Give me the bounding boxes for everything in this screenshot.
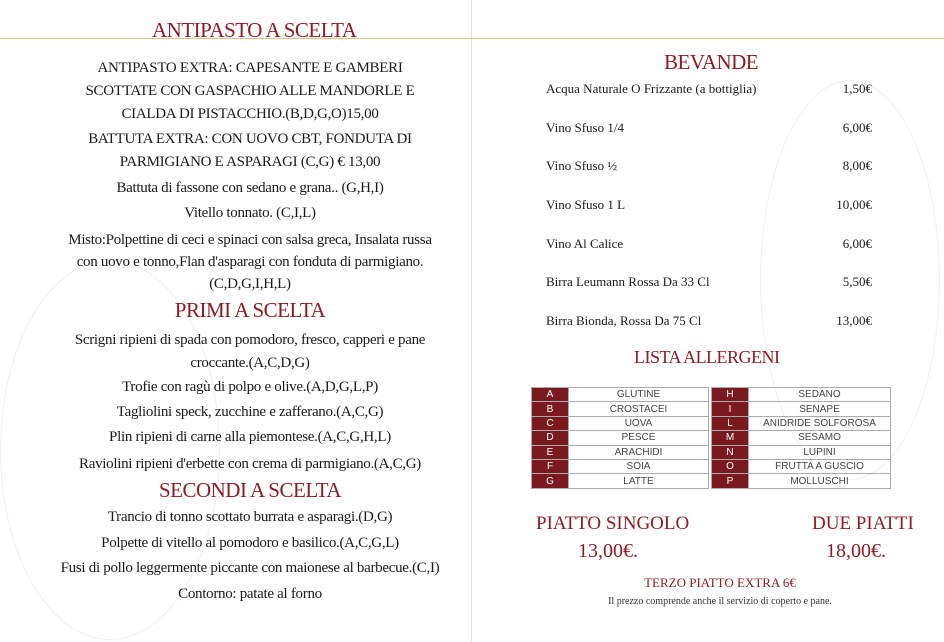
beverage-price: 6,00€: [842, 236, 872, 251]
allergen-code: M: [712, 431, 749, 445]
allergen-name: CROSTACEI: [569, 402, 709, 416]
allergen-name: GLUTINE: [569, 388, 709, 402]
allergen-row: [532, 445, 709, 459]
beverage-row: [546, 81, 872, 97]
beverage-row: [546, 120, 872, 136]
antipasto-title: ANTIPASTO A SCELTA: [152, 18, 357, 42]
beverage-row: [546, 236, 872, 252]
secondi-title: SECONDI A SCELTA: [158, 478, 342, 502]
allergen-code: P: [712, 474, 749, 488]
allergen-name: SOIA: [569, 459, 709, 473]
primi-item: Raviolini ripieni d'erbette con crema di parmigiano.(A,C,G): [79, 456, 421, 472]
allergen-name: ANIDRIDE SOLFOROSA: [749, 416, 891, 430]
antipasto-item: ANTIPASTO EXTRA: CAPESANTE E GAMBERI: [97, 60, 403, 76]
allergen-row: [532, 416, 709, 430]
allergen-row: [532, 431, 709, 445]
antipasto-item: BATTUTA EXTRA: CON UOVO CBT, FONDUTA DI: [88, 131, 412, 147]
allergen-code: E: [532, 445, 569, 459]
allergen-name: PESCE: [569, 431, 709, 445]
allergeni-title: LISTA ALLERGENI: [634, 347, 780, 367]
allergen-code: A: [532, 388, 569, 402]
beverage-row: [546, 197, 872, 213]
single-dish-label: PIATTO SINGOLO: [536, 513, 690, 534]
allergen-name: SEDANO: [749, 388, 891, 402]
beverage-price: 8,00€: [842, 158, 872, 173]
allergen-code: I: [712, 402, 749, 416]
beverage-name: Birra Bionda, Rossa Da 75 Cl: [546, 313, 702, 328]
beverage-name: Vino Sfuso ½: [546, 158, 618, 173]
allergen-code: O: [712, 459, 749, 473]
secondi-item: Contorno: patate al forno: [178, 586, 322, 602]
beverage-name: Vino Al Calice: [546, 236, 624, 251]
allergen-row: [712, 402, 891, 416]
antipasto-item: Vitello tonnato. (C,I,L): [184, 205, 316, 221]
allergen-row: [712, 474, 891, 488]
bevande-title: BEVANDE: [664, 50, 759, 74]
secondi-item: Fusi di pollo leggermente piccante con maionese al barbecue.(C,I): [60, 560, 440, 576]
primi-item: Plin ripieni di carne alla piemontese.(A,C,G,H,L): [109, 429, 391, 445]
allergen-name: FRUTTA A GUSCIO: [749, 459, 891, 473]
antipasto-item: SCOTTATE CON GASPACHIO ALLE MANDORLE E: [85, 83, 415, 99]
primi-item: croccante.(A,C,D,G): [190, 355, 310, 371]
primi-item: Tagliolini speck, zucchine e zafferano.(A,C,G): [116, 404, 384, 420]
allergen-code: L: [712, 416, 749, 430]
allergen-row: [712, 445, 891, 459]
beverage-name: Acqua Naturale O Frizzante (a bottiglia): [546, 81, 757, 96]
antipasto-item: CIALDA DI PISTACCHIO.(B,D,G,O)15,00: [121, 106, 379, 122]
allergen-code: H: [712, 388, 749, 402]
beverage-row: [546, 313, 872, 329]
allergen-row: [712, 459, 891, 473]
allergen-code: G: [532, 474, 569, 488]
antipasto-item: Misto:Polpettine di ceci e spinaci con salsa greca, Insalata russa: [68, 232, 432, 248]
allergen-name: MOLLUSCHI: [749, 474, 891, 488]
allergen-table-right: [711, 387, 891, 489]
beverage-price: 10,00€: [836, 197, 872, 212]
allergen-code: B: [532, 402, 569, 416]
primi-item: Trofie con ragù di polpo e olive.(A,D,G,L,P): [122, 379, 378, 395]
antipasto-item: Battuta di fassone con sedano e grana.. (G,H,I): [116, 180, 384, 196]
allergen-code: D: [532, 431, 569, 445]
allergen-code: N: [712, 445, 749, 459]
beverage-price: 1,50€: [842, 81, 872, 96]
two-dish-label: DUE PIATTI: [812, 513, 914, 534]
two-dish-price: 18,00€.: [826, 540, 886, 562]
antipasto-item: PARMIGIANO E ASPARAGI (C,G) € 13,00: [119, 154, 381, 170]
beverage-row: [546, 158, 872, 174]
single-dish-price: 13,00€.: [578, 540, 638, 562]
antipasto-item: (C,D,G,I,H,L): [209, 276, 291, 292]
allergen-name: LATTE: [569, 474, 709, 488]
allergen-name: UOVA: [569, 416, 709, 430]
allergen-name: SESAMO: [749, 431, 891, 445]
secondi-item: Trancio di tonno scottato burrata e asparagi.(D,G): [107, 509, 393, 525]
beverage-name: Birra Leumann Rossa Da 33 Cl: [546, 274, 710, 289]
allergen-row: [532, 402, 709, 416]
antipasto-item: con uovo e tonno,Flan d'asparagi con fonduta di parmigiano.: [76, 254, 424, 270]
beverage-price: 6,00€: [842, 120, 872, 135]
allergen-row: [712, 431, 891, 445]
secondi-item: Polpette di vitello al pomodoro e basilico.(A,C,G,L): [101, 535, 399, 551]
beverage-price: 13,00€: [836, 313, 872, 328]
beverage-name: Vino Sfuso 1 L: [546, 197, 626, 212]
allergen-name: LUPINI: [749, 445, 891, 459]
allergen-row: [532, 388, 709, 402]
allergen-name: SENAPE: [749, 402, 891, 416]
allergen-row: [532, 474, 709, 488]
price-note: Il prezzo comprende anche il servizio di coperto e pane.: [608, 596, 832, 607]
beverage-name: Vino Sfuso 1/4: [546, 120, 624, 135]
allergen-name: ARACHIDI: [569, 445, 709, 459]
allergen-row: [532, 459, 709, 473]
header-rule: [0, 38, 944, 39]
allergen-table-left: [531, 387, 709, 489]
allergen-code: C: [532, 416, 569, 430]
primi-item: Scrigni ripieni di spada con pomodoro, fresco, capperi e pane: [74, 332, 426, 348]
allergen-code: F: [532, 459, 569, 473]
beverage-row: [546, 274, 872, 290]
allergen-row: [712, 388, 891, 402]
beverage-price: 5,50€: [842, 274, 872, 289]
primi-title: PRIMI A SCELTA: [174, 298, 326, 322]
allergen-row: [712, 416, 891, 430]
third-dish-extra: TERZO PIATTO EXTRA 6€: [644, 575, 796, 590]
